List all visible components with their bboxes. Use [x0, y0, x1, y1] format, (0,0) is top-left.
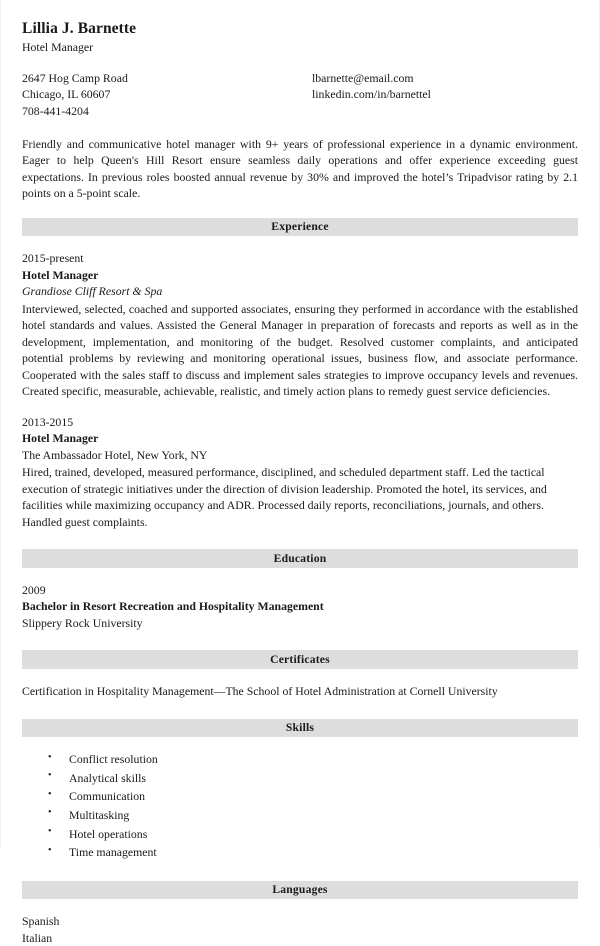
contact-phone: 708-441-4204: [22, 104, 89, 118]
list-item: • Communication: [48, 787, 578, 806]
section-header-skills: Skills: [22, 719, 578, 738]
experience-role: Hotel Manager: [22, 267, 99, 282]
experience-description: Hired, trained, developed, measured performance, disciplined, and scheduled department staff. Led the tactical execution of strategic initiatives under the direction of division leadership. Promoted the hotel, its services, and facilities while maximizing occupancy and ADR. Processed daily reports, reconciliations, journals, and others. Handled guest complaints.: [22, 465, 547, 529]
professional-summary: Friendly and communicative hotel manager with 9+ years of professional experience in a dynamic environment. Eager to help Queen's Hill Resort ensure seamless daily operations and offer experience exceeding guest expectations. In previous roles boosted annual revenue by 30% and improved the hotel’s Tripadvisor rating by 2.1 points on a 5-point scale.: [22, 136, 578, 201]
candidate-name: Lillia J. Barnette: [22, 20, 137, 37]
education-dates: 2009: [22, 582, 46, 597]
section-header-education: Education: [22, 549, 578, 568]
contact-column-online: [312, 70, 578, 120]
certificate-text: Certification in Hospitality Management—The School of Hotel Administration at Cornell University: [22, 683, 498, 698]
resume-header: [22, 0, 578, 56]
candidate-job-title: Hotel Manager: [22, 39, 94, 54]
contact-email[interactable]: lbarnette@email.com: [312, 70, 414, 85]
section-header-languages: Languages: [22, 881, 578, 900]
list-item: • Hotel operations: [48, 825, 578, 844]
list-item: • Conflict resolution: [48, 750, 578, 769]
experience-description: Interviewed, selected, coached and supported associates, ensuring they performed in accordance with the established hotel standards and values. Assisted the General Manager in preparation of forecasts and reports as well as in the development, implementation, and monitoring of the budget. Resolved customer complaints, and anticipated potential problems by reviewing and monitoring operational issues, business flow, and associate performance. Cooperated with the sales staff to discuss and implement sales strategies to improve occupancy levels and revenues. Created specific, measurable, achievable, realistic, and timely action plans to remedy guest service deficiencies.: [22, 301, 578, 399]
experience-entry: [22, 414, 578, 531]
skills-list: [22, 750, 578, 862]
experience-dates: 2015-present: [22, 251, 84, 266]
contact-block: [22, 70, 578, 120]
list-item: • Time management: [48, 843, 578, 862]
section-header-experience: Experience: [22, 218, 578, 237]
list-item: • Analytical skills: [48, 769, 578, 788]
list-item: Spanish: [22, 914, 60, 929]
section-header-certificates: Certificates: [22, 650, 578, 669]
contact-address-line1: 2647 Hog Camp Road: [22, 70, 128, 85]
experience-role: Hotel Manager: [22, 431, 99, 446]
list-item: • Multitasking: [48, 806, 578, 825]
contact-linkedin[interactable]: linkedin.com/in/barnettel: [312, 87, 431, 102]
certificate-entry: [22, 683, 578, 700]
page-edge-left: [0, 0, 1, 848]
list-item: Italian: [22, 930, 53, 945]
languages-list: [22, 913, 578, 946]
contact-column-address: [22, 70, 312, 120]
education-school: Slippery Rock University: [22, 615, 143, 630]
experience-entry: [22, 250, 578, 400]
contact-address-line2: Chicago, IL 60607: [22, 87, 111, 102]
education-degree: Bachelor in Resort Recreation and Hospitality Management: [22, 599, 324, 614]
experience-organization: The Ambassador Hotel, New York, NY: [22, 447, 208, 462]
experience-organization: Grandiose Cliff Resort & Spa: [22, 284, 163, 299]
experience-dates: 2013-2015: [22, 414, 74, 429]
education-entry: [22, 582, 578, 632]
